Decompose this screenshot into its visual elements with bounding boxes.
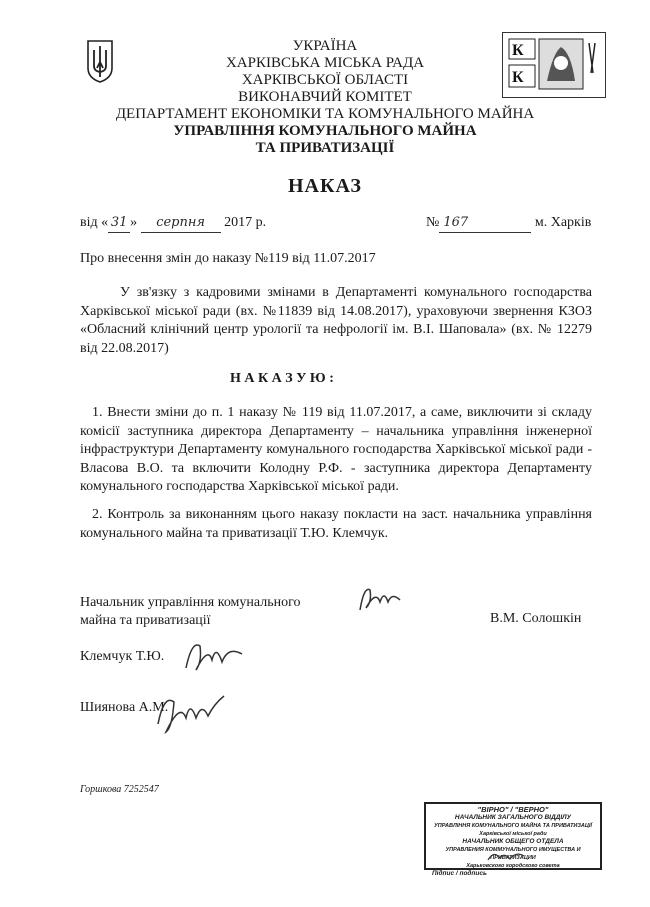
header-executive-committee: ВИКОНАВЧИЙ КОМІТЕТ xyxy=(238,89,412,105)
stamp-line-7: Харьковского городского совета xyxy=(466,863,560,869)
stamp-line-1: "ВІРНО" / "ВЕРНО" xyxy=(477,805,549,814)
date-mid: » xyxy=(130,215,138,230)
header-department: ДЕПАРТАМЕНТ ЕКОНОМІКИ ТА КОМУНАЛЬНОГО МАЙНА xyxy=(115,106,535,122)
date-day: 31 xyxy=(108,214,130,233)
handwritten-signature-main xyxy=(350,580,410,625)
stamp-line-2: НАЧАЛЬНИК ЗАГАЛЬНОГО ВІДДІЛУ xyxy=(454,814,572,821)
order-number xyxy=(426,214,591,233)
order-item-2: 2. Контроль за виконанням цього наказу покласти на заст. начальника управління комунального майна та приватизації Т.Ю. Клемчук. xyxy=(80,507,592,541)
approver-2: Шиянова А.М. xyxy=(80,700,169,715)
header-country: УКРАЇНА xyxy=(292,38,358,54)
svg-text:К: К xyxy=(512,42,524,59)
stamp-signature xyxy=(486,848,526,869)
signatory-position-line2: майна та приватизації xyxy=(80,613,211,628)
header-city-council: ХАРКІВСЬКА МІСЬКА РАДА xyxy=(225,55,425,71)
executor-note: Горшкова 7252547 xyxy=(80,784,159,795)
date-year: 2017 р. xyxy=(224,215,267,230)
stamp-line-5: НАЧАЛЬНИК ОБЩЕГО ОТДЕЛА xyxy=(462,838,564,845)
stamp-line-6: УПРАВЛЕНИЯ КОММУНАЛЬНОГО ИМУЩЕСТВА И ПРИВАТИЗАЦИИ xyxy=(445,847,581,861)
city-name: м. Харків xyxy=(534,215,592,230)
header-directorate-line2: ТА ПРИВАТИЗАЦІЇ xyxy=(255,140,395,156)
date-prefix: від « xyxy=(80,215,109,230)
order-word: Н А К А З У Ю : xyxy=(230,371,334,386)
document-title: НАКАЗ xyxy=(287,175,362,197)
approver-1: Клемчук Т.Ю. xyxy=(80,649,165,664)
stamp-line-8: Підпис / подпись xyxy=(432,870,487,877)
order-item-1: 1. Внести зміни до п. 1 наказу № 119 від 11.07.2017, а саме, виключити зі складу комісії заступника директора Департаменту – начальника управління інженерної інфраструктури Департаменту комунального господарства Харківської міської ради - Власова В.О. та включити Колодну Р.Ф. - заступника директора Департаменту комунального господарства Харківської міської ради. xyxy=(80,405,592,494)
number-value: 167 xyxy=(439,214,531,233)
stamp-line-3: УПРАВЛІННЯ КОМУНАЛЬНОГО МАЙНА ТА ПРИВАТИЗАЦІЇ xyxy=(434,823,592,829)
date-month: серпня xyxy=(141,214,221,233)
handwritten-signature-approver-2 xyxy=(150,684,230,745)
header-directorate: УПРАВЛІННЯ КОМУНАЛЬНОГО МАЙНА xyxy=(173,123,477,139)
stamp-line-4: Харківської міської ради xyxy=(479,831,547,837)
header-oblast: ХАРКІВСЬКОЇ ОБЛАСТІ xyxy=(241,72,409,88)
order-date xyxy=(80,214,266,233)
handwritten-signature-approver-1 xyxy=(180,632,250,683)
signatory-position-line1: Начальник управління комунального xyxy=(80,595,301,610)
preamble-paragraph: У зв'язку з кадровими змінами в Департаменті комунального господарства Харківської міської ради (вх. №11839 від 14.08.2017), ураховуючи звернення КЗОЗ «Обласний клінічний центр урології та нефрології ім. В.І. Шаповала» (вх. № 12279 від 22.08.2017) xyxy=(80,285,592,356)
signatory-name: В.М. Солошкін xyxy=(490,611,582,626)
number-prefix: № xyxy=(426,215,440,230)
svg-text:К: К xyxy=(512,69,524,86)
order-subject: Про внесення змін до наказу №119 від 11.07.2017 xyxy=(80,251,376,266)
